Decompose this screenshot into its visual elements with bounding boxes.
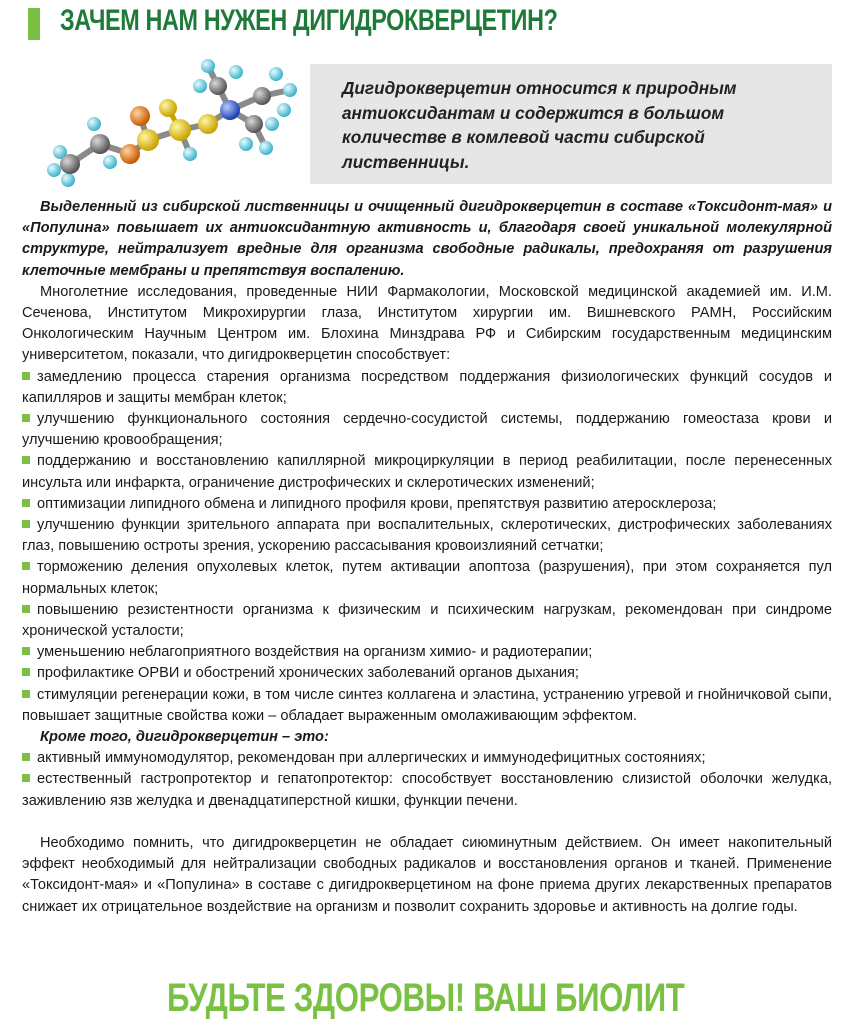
list-item: стимуляции регенерации кожи, в том числе синтез коллагена и эластина, устранению угревой и гнойничковой сыпи, повышает защитные свойства кожи – обладает выраженным омолаживающим эффектом. <box>22 686 832 724</box>
title-accent-bar <box>28 8 40 40</box>
research-paragraph: Многолетние исследования, проведенные НИИ Фармакологии, Московской медицинской академией им. И.М. Сеченова, Институтом Микрохирургии глаза, Институтом хирургии им. Вишневского РАМН, Российским Онкологическим Научным Центром им. Блохина Минздрава РФ и Сибирским государственным медицинским университетом, показали, что дигидрокверцетин способствует: <box>22 283 832 364</box>
list-item: торможению деления опухолевых клеток, путем активации апоптоза (разрушения), при этом сохраняется пул нормальных клеток; <box>22 559 832 597</box>
list-item: поддержанию и восстановлению капиллярной микроциркуляции в период реабилитации, после перенесенных инсульта или инфаркта, ограничение дистрофических и склеротических изменений; <box>22 453 832 491</box>
bullet-square-icon <box>22 499 30 507</box>
bullet-square-icon <box>22 690 30 698</box>
list-item: улучшению функции зрительного аппарата при воспалительных, склеротических, дистрофических заболеваниях глаз, повышению остроты зрения, ускорению рассасывания кровоизлияний сетчатки; <box>22 517 832 555</box>
footer-slogan-text: БУДЬТЕ ЗДОРОВЫ! ВАШ БИОЛИТ <box>167 976 685 1020</box>
bullet-square-icon <box>22 668 30 676</box>
main-content <box>22 197 832 918</box>
callout-box <box>310 64 832 184</box>
bullet-square-icon <box>22 605 30 613</box>
footer-slogan <box>0 974 852 1022</box>
list-item: профилактике ОРВИ и обострений хронических заболеваний органов дыхания; <box>22 663 832 684</box>
conclusion-paragraph: Необходимо помнить, что дигидрокверцетин не обладает сиюминутным действием. Он имеет накопительный эффект необходимый для нейтрализации свободных радикалов и восстановления органов и тканей. Применение «Токсидонт-мая» и «Популина» в составе с дигидрокверцетином на фоне приема других лекарственных препаратов снижает их отрицательное воздействие на организм и позволит сохранить здоровье и активность на долгие годы. <box>22 834 832 915</box>
intro-paragraph: Выделенный из сибирской лиственницы и очищенный дигидрокверцетин в составе «Токсидонт-мая» и «Популина» повышает их антиоксидантную активность и, благодаря своей уникальной молекулярной структуре, нейтрализует вредные для организма свободные радикалы, предохраняя от разрушения клеточные мембраны и препятствуя воспалению. <box>22 199 832 279</box>
bullet-square-icon <box>22 753 30 761</box>
bullet-square-icon <box>22 520 30 528</box>
list-item: активный иммуномодулятор, рекомендован при аллергических и иммунодефицитных состояниях; <box>22 748 832 769</box>
list-item: улучшению функционального состояния сердечно-сосудистой системы, поддержанию гомеостаза крови и улучшению кровообращения; <box>22 411 832 449</box>
list-item: замедлению процесса старения организма посредством поддержания физиологических функций сосудов и капилляров и защиты мембран клеток; <box>22 368 832 406</box>
bullet-square-icon <box>22 372 30 380</box>
bullet-square-icon <box>22 647 30 655</box>
also-list <box>22 748 832 812</box>
section-spacer <box>22 812 832 833</box>
bullet-square-icon <box>22 414 30 422</box>
bullet-square-icon <box>22 456 30 464</box>
list-item: оптимизации липидного обмена и липидного профиля крови, препятствуя развитию атеросклероза; <box>22 494 832 515</box>
callout-text: Дигидрокверцетин относится к природным антиоксидантам и содержится в большом количестве в комлевой части сибирской лиственницы. <box>342 78 737 172</box>
list-item: повышению резистентности организма к физическим и психическим нагрузкам, рекомендован при синдроме хронической усталости; <box>22 601 832 640</box>
list-item: уменьшению неблагоприятного воздействия на организм химио- и радиотерапии; <box>22 642 832 663</box>
bullet-square-icon <box>22 774 30 782</box>
bullet-square-icon <box>22 562 30 570</box>
list-item: естественный гастропротектор и гепатопротектор: способствует восстановлению слизистой оболочки желудка, заживлению язв желудка и двенадцатиперстной кишки, функции печени. <box>22 771 832 809</box>
page-title: ЗАЧЕМ НАМ НУЖЕН ДИГИДРОКВЕРЦЕТИН? <box>60 4 558 37</box>
molecule-model-icon <box>40 52 310 192</box>
benefits-list <box>22 367 832 727</box>
also-heading: Кроме того, дигидрокверцетин – это: <box>40 729 329 746</box>
